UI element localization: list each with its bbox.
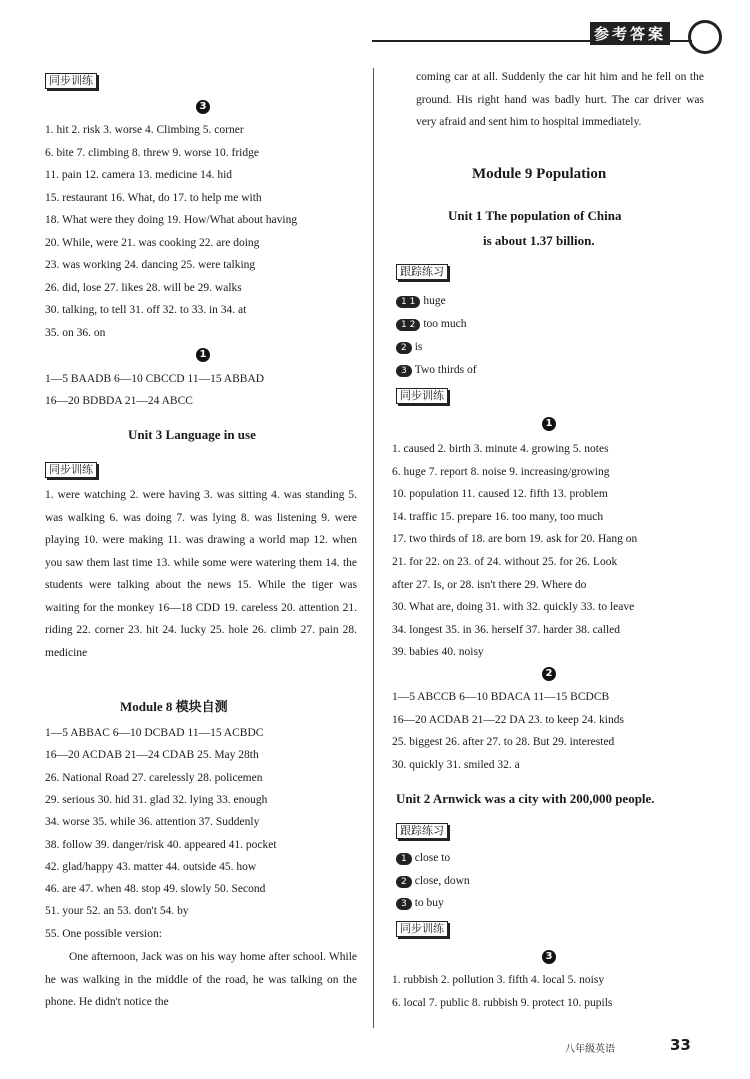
footer-grade: 八年级英语 <box>565 1044 615 1055</box>
answer-line: 26. did, lose 27. likes 28. will be 29. walks <box>45 281 242 294</box>
section-tag: 同步训练 <box>45 462 97 478</box>
answer-line: 30. talking, to tell 31. off 32. to 33. in 34. at <box>45 304 247 316</box>
unit-title: Unit 2 Arnwick was a city with 200,000 people. <box>396 791 655 806</box>
section-marker: 3 <box>542 950 556 964</box>
track-item <box>396 363 477 377</box>
track-answer: too much <box>423 318 467 330</box>
track-answer: close to <box>414 852 451 864</box>
track-number: 3 <box>396 898 412 910</box>
header-title: 参考答案 <box>590 22 670 45</box>
answer-line: 10. population 11. caused 12. fifth 13. problem <box>392 488 608 501</box>
section-marker: 1 <box>542 417 556 431</box>
answer-line: 34. longest 35. in 36. herself 37. harder 38. called <box>392 623 621 636</box>
answer-line: 15. restaurant 16. What, do 17. to help me with <box>45 191 262 204</box>
track-number: 1 <box>396 853 412 865</box>
track-item <box>396 851 450 865</box>
track-number: 1 1 <box>396 296 420 308</box>
track-item <box>396 317 466 331</box>
section-tag: 同步训练 <box>45 73 97 89</box>
answer-line: 1. hit 2. risk 3. worse 4. Climbing 5. corner <box>45 124 244 136</box>
answer-line: 42. glad/happy 43. matter 44. outside 45. how <box>45 860 257 873</box>
section-marker: 1 <box>196 348 210 362</box>
track-tag: 跟踪练习 <box>396 264 448 280</box>
section-marker: 2 <box>542 667 556 681</box>
track-item <box>396 896 444 910</box>
essay-continued: coming car at all. Suddenly the car hit him and he fell on the ground. His right hand was badly hurt. The car driver was very afraid and sent him to hospital immediately. <box>416 71 704 128</box>
answer-line: 6. huge 7. report 8. noise 9. increasing/growing <box>392 465 610 478</box>
unit-title: Unit 1 The population of China <box>448 208 622 223</box>
answer-line: 29. serious 30. hid 31. glad 32. lying 33. enough <box>45 793 268 806</box>
answer-line: 38. follow 39. danger/risk 40. appeared 41. pocket <box>45 838 277 851</box>
answer-line: 30. quickly 31. smiled 32. a <box>392 758 520 771</box>
header-logo-icon <box>688 20 722 54</box>
track-item <box>396 874 470 888</box>
unit-title: Unit 3 Language in use <box>128 427 256 442</box>
section-tag: 同步训练 <box>396 921 448 937</box>
track-answer: Two thirds of <box>414 364 477 376</box>
answer-line: 39. babies 40. noisy <box>392 646 484 659</box>
answer-line: 16—20 ACDAB 21—22 DA 23. to keep 24. kinds <box>392 713 624 726</box>
answer-line: 1—5 BAADB 6—10 CBCCD 11—15 ABBAD <box>45 373 265 385</box>
track-answer: huge <box>423 295 446 307</box>
answer-line: 16—20 BDBDA 21—24 ABCC <box>45 395 193 407</box>
answer-line: 11. pain 12. camera 13. medicine 14. hid <box>45 169 233 181</box>
answer-line: 34. worse 35. while 36. attention 37. Suddenly <box>45 816 260 829</box>
answer-line: 1. rubbish 2. pollution 3. fifth 4. local 5. noisy <box>392 974 605 986</box>
answer-line: 1—5 ABBAC 6—10 DCBAD 11—15 ACBDC <box>45 727 264 739</box>
answer-line: 1. caused 2. birth 3. minute 4. growing 5. notes <box>392 443 609 455</box>
track-tag: 跟踪练习 <box>396 823 448 839</box>
track-item <box>396 340 422 354</box>
answer-line: 6. local 7. public 8. rubbish 9. protect 10. pupils <box>392 996 613 1009</box>
answer-line: 21. for 22. on 23. of 24. without 25. for 26. Look <box>392 556 618 568</box>
answer-line: 25. biggest 26. after 27. to 28. But 29. interested <box>392 736 615 748</box>
answer-line: 23. was working 24. dancing 25. were talking <box>45 259 256 271</box>
answer-line: 35. on 36. on <box>45 326 106 339</box>
track-number: 2 <box>396 342 412 354</box>
page-number: 33 <box>670 1036 691 1054</box>
section-tag: 同步训练 <box>396 388 448 404</box>
answer-line: 26. National Road 27. carelessly 28. policemen <box>45 771 263 784</box>
answer-line: 30. What are, doing 31. with 32. quickly 33. to leave <box>392 601 635 614</box>
answer-line: 17. two thirds of 18. are born 19. ask for 20. Hang on <box>392 533 638 546</box>
answer-line: 18. What were they doing 19. How/What about having <box>45 214 298 226</box>
answer-line: 1—5 ABCCB 6—10 BDACA 11—15 BCDCB <box>392 691 610 703</box>
essay-paragraph: One afternoon, Jack was on his way home after school. While he was walking in the middle of the road, he was talking on the phone. He didn't notice the <box>45 951 357 1008</box>
answer-line: 55. One possible version: <box>45 927 162 940</box>
track-answer: close, down <box>414 874 470 887</box>
track-answer: is <box>414 341 423 353</box>
answer-line: 51. your 52. an 53. don't 54. by <box>45 905 189 918</box>
column-divider <box>373 68 374 1028</box>
unit-title-cont: is about 1.37 billion. <box>483 233 595 248</box>
answer-line: 20. While, were 21. was cooking 22. are doing <box>45 236 260 249</box>
answer-paragraph: 1. were watching 2. were having 3. was sitting 4. was standing 5. was walking 6. was doing 7. was lying 8. was listening 9. were playing 10. were making 11. was drawing a world map 12. when you saw them last time 13. while some were watering them 14. the students were talking about the news 15. While the tiger was waiting for the monkey 16—18 CDD 19. careless 20. attention 21. riding 22. corner 23. hit 24. lucky 25. hole 26. climb 27. pain 28. medicine <box>45 489 357 659</box>
module-title: Module 9 Population <box>472 166 607 182</box>
track-number: 2 <box>396 876 412 888</box>
answer-line: 46. are 47. when 48. stop 49. slowly 50. Second <box>45 883 266 896</box>
module-title: Module 8 模块自测 <box>120 699 228 714</box>
answer-line: 14. traffic 15. prepare 16. too many, too much <box>392 510 604 523</box>
answer-line: 6. bite 7. climbing 8. threw 9. worse 10. fridge <box>45 146 259 159</box>
track-number: 1 2 <box>396 319 420 331</box>
section-marker: 3 <box>196 100 210 114</box>
track-item <box>396 294 446 308</box>
track-answer: to buy <box>414 897 444 909</box>
answer-line: after 27. Is, or 28. isn't there 29. Where do <box>392 578 587 591</box>
track-number: 3 <box>396 365 412 377</box>
answer-line: 16—20 ACDAB 21—24 CDAB 25. May 28th <box>45 749 259 762</box>
